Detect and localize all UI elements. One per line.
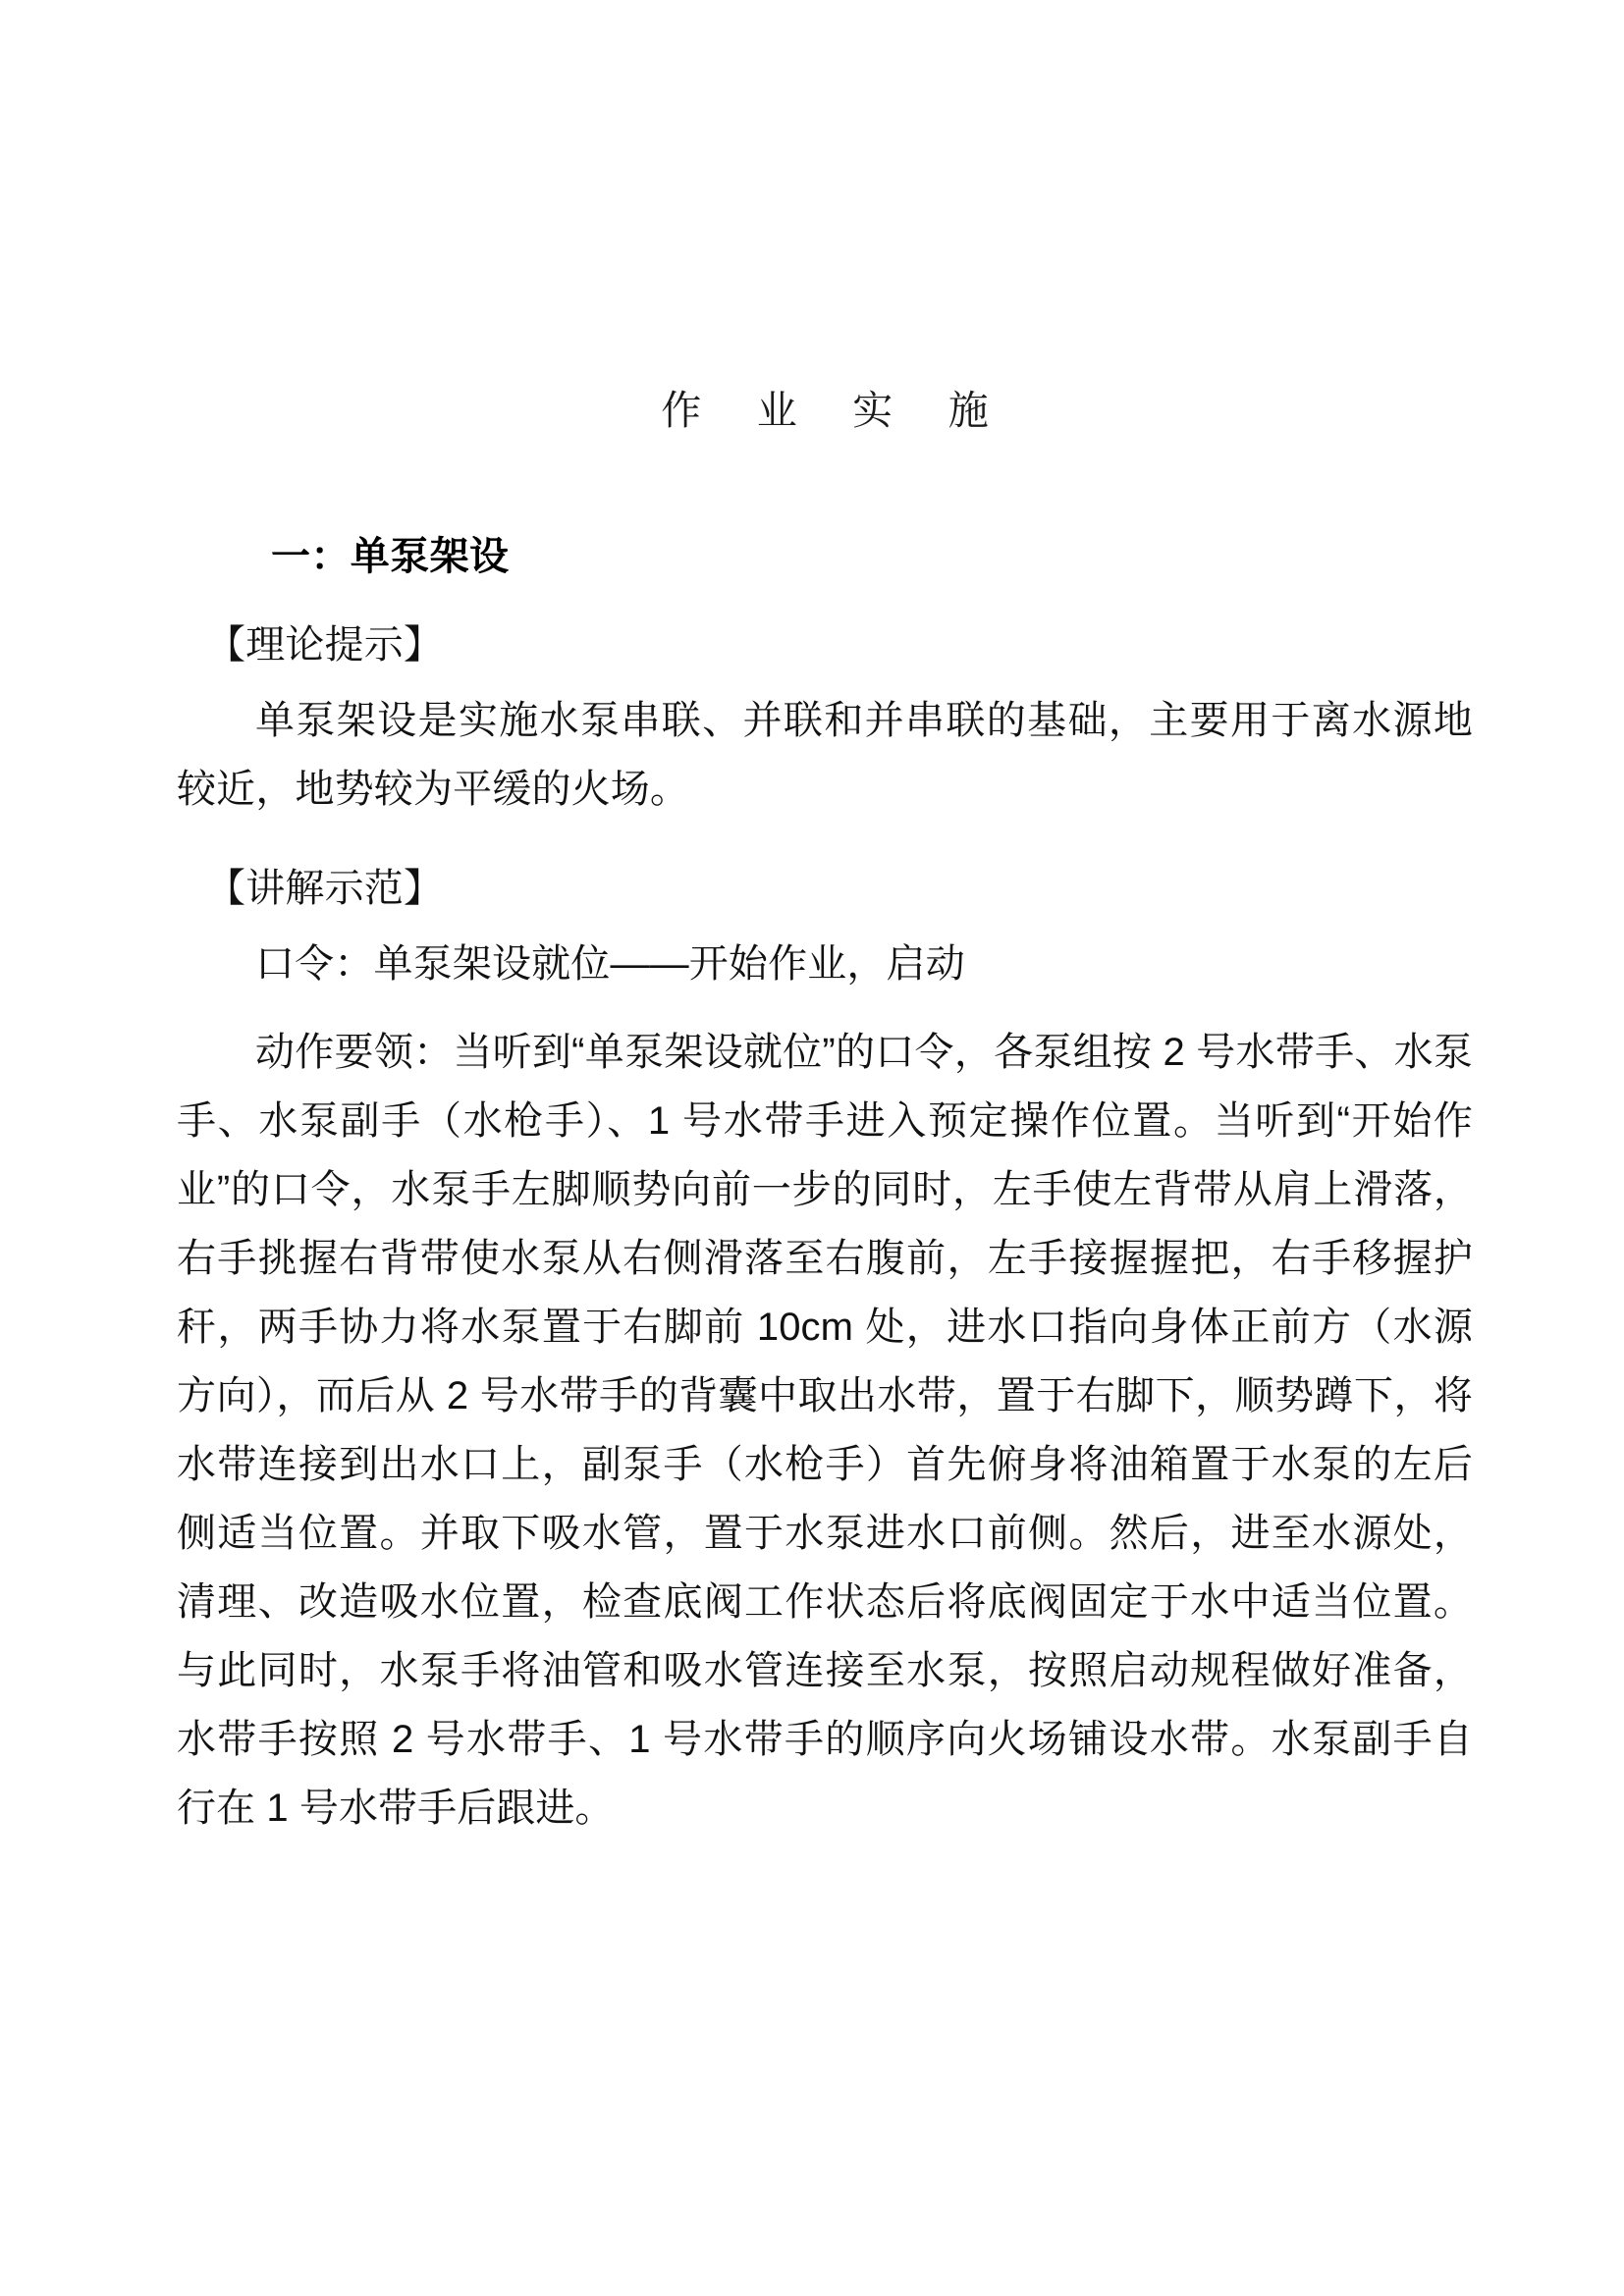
demo-label: 【讲解示范】 <box>206 867 444 910</box>
theory-label: 【理论提示】 <box>206 623 444 667</box>
section-heading: 一：单泵架设 <box>271 535 510 578</box>
procedure-paragraph: 动作要领：当听到“单泵架设就位”的口令，各泵组按 2 号水带手、水泵手、水泵副手（水枪手）、1 号水带手进入预定操作位置。当听到“开始作业”的口令，水泵手左脚顺势向前一步的同时，左手使左背带从肩上滑落，右手挑握右背带使水泵从右侧滑落至右腹前，左手接握握把，右手移握护秆，两手协力将水泵置于右脚前 10cm 处，进水口指向身体正前方（水源方向），而后从 2 号水带手的背囊中取出水带，置于右脚下，顺势蹲下，将水带连接到出水口上，副泵手（水枪手）首先俯身将油箱置于水泵的左后侧适当位置。并取下吸水管，置于水泵进水口前侧。然后，进至水源处，清理、改造吸水位置，检查底阀工作状态后将底阀固定于水中适当位置。与此同时，水泵手将油管和吸水管连接至水泵，按照启动规程做好准备，水带手按照 2 号水带手、1 号水带手的顺序向火场铺设水带。水泵副手自行在 1 号水带手后跟进。 <box>177 1031 1473 1830</box>
theory-paragraph: 单泵架设是实施水泵串联、并联和并串联的基础，主要用于离水源地较近，地势较为平缓的火场。 <box>177 699 1473 811</box>
page-content <box>177 0 1473 1842</box>
page-title: 作 业 实 施 <box>661 388 1011 433</box>
command-paragraph: 口令：单泵架设就位——开始作业，启动 <box>255 942 965 986</box>
